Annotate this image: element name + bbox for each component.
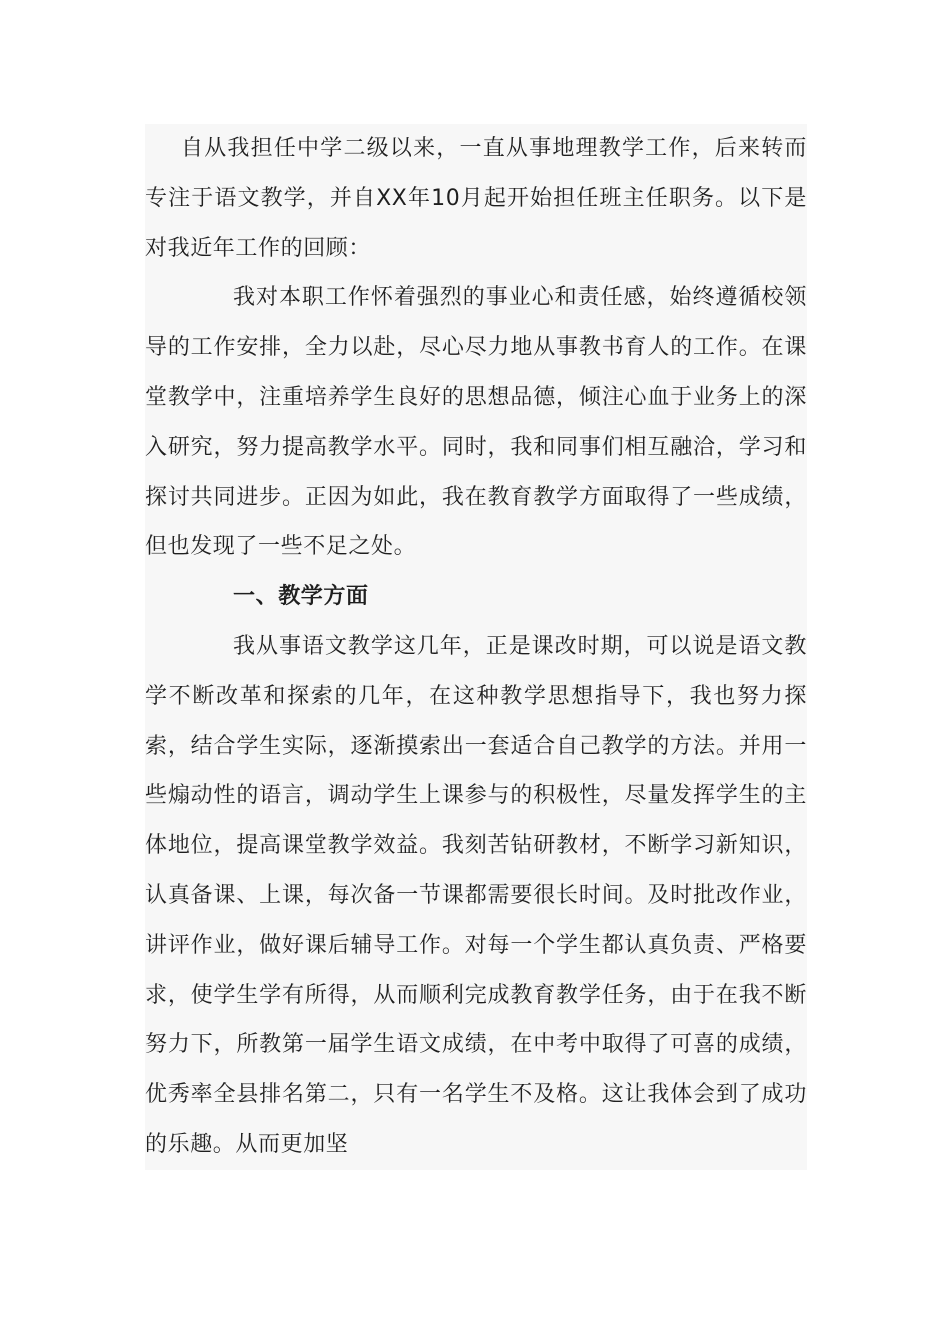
document-body xyxy=(145,124,807,1170)
paragraph-work-attitude: 我对本职工作怀着强烈的事业心和责任感，始终遵循校领导的工作安排，全力以赴，尽心尽力地从事教书育人的工作。在课堂教学中，注重培养学生良好的思想品德，倾注心血于业务上的深入研究，努力提高教学水平。同时，我和同事们相互融洽，学习和探讨共同进步。正因为如此，我在教育教学方面取得了一些成绩，但也发现了一些不足之处。 xyxy=(145,285,807,560)
section-heading-teaching: 一、教学方面 xyxy=(233,584,369,610)
paragraph-teaching: 我从事语文教学这几年，正是课改时期，可以说是语文教学不断改革和探索的几年，在这种教学思想指导下，我也努力探索，结合学生实际，逐渐摸索出一套适合自己教学的方法。并用一些煽动性的语言，调动学生上课参与的积极性，尽量发挥学生的主体地位，提高课堂教学效益。我刻苦钻研教材，不断学习新知识，认真备课、上课，每次备一节课都需要很长时间。及时批改作业，讲评作业，做好课后辅导工作。对每一个学生都认真负责、严格要求，使学生学有所得，从而顺利完成教育教学任务，由于在我不断努力下，所教第一届学生语文成绩，在中考中取得了可喜的成绩，优秀率全县排名第二，只有一名学生不及格。这让我体会到了成功的乐趣。从而更加坚 xyxy=(145,633,807,1157)
intro-paragraph: 自从我担任中学二级以来，一直从事地理教学工作，后来转而专注于语文教学，并自XX年10月起开始担任班主任职务。以下是对我近年工作的回顾： xyxy=(145,136,807,261)
